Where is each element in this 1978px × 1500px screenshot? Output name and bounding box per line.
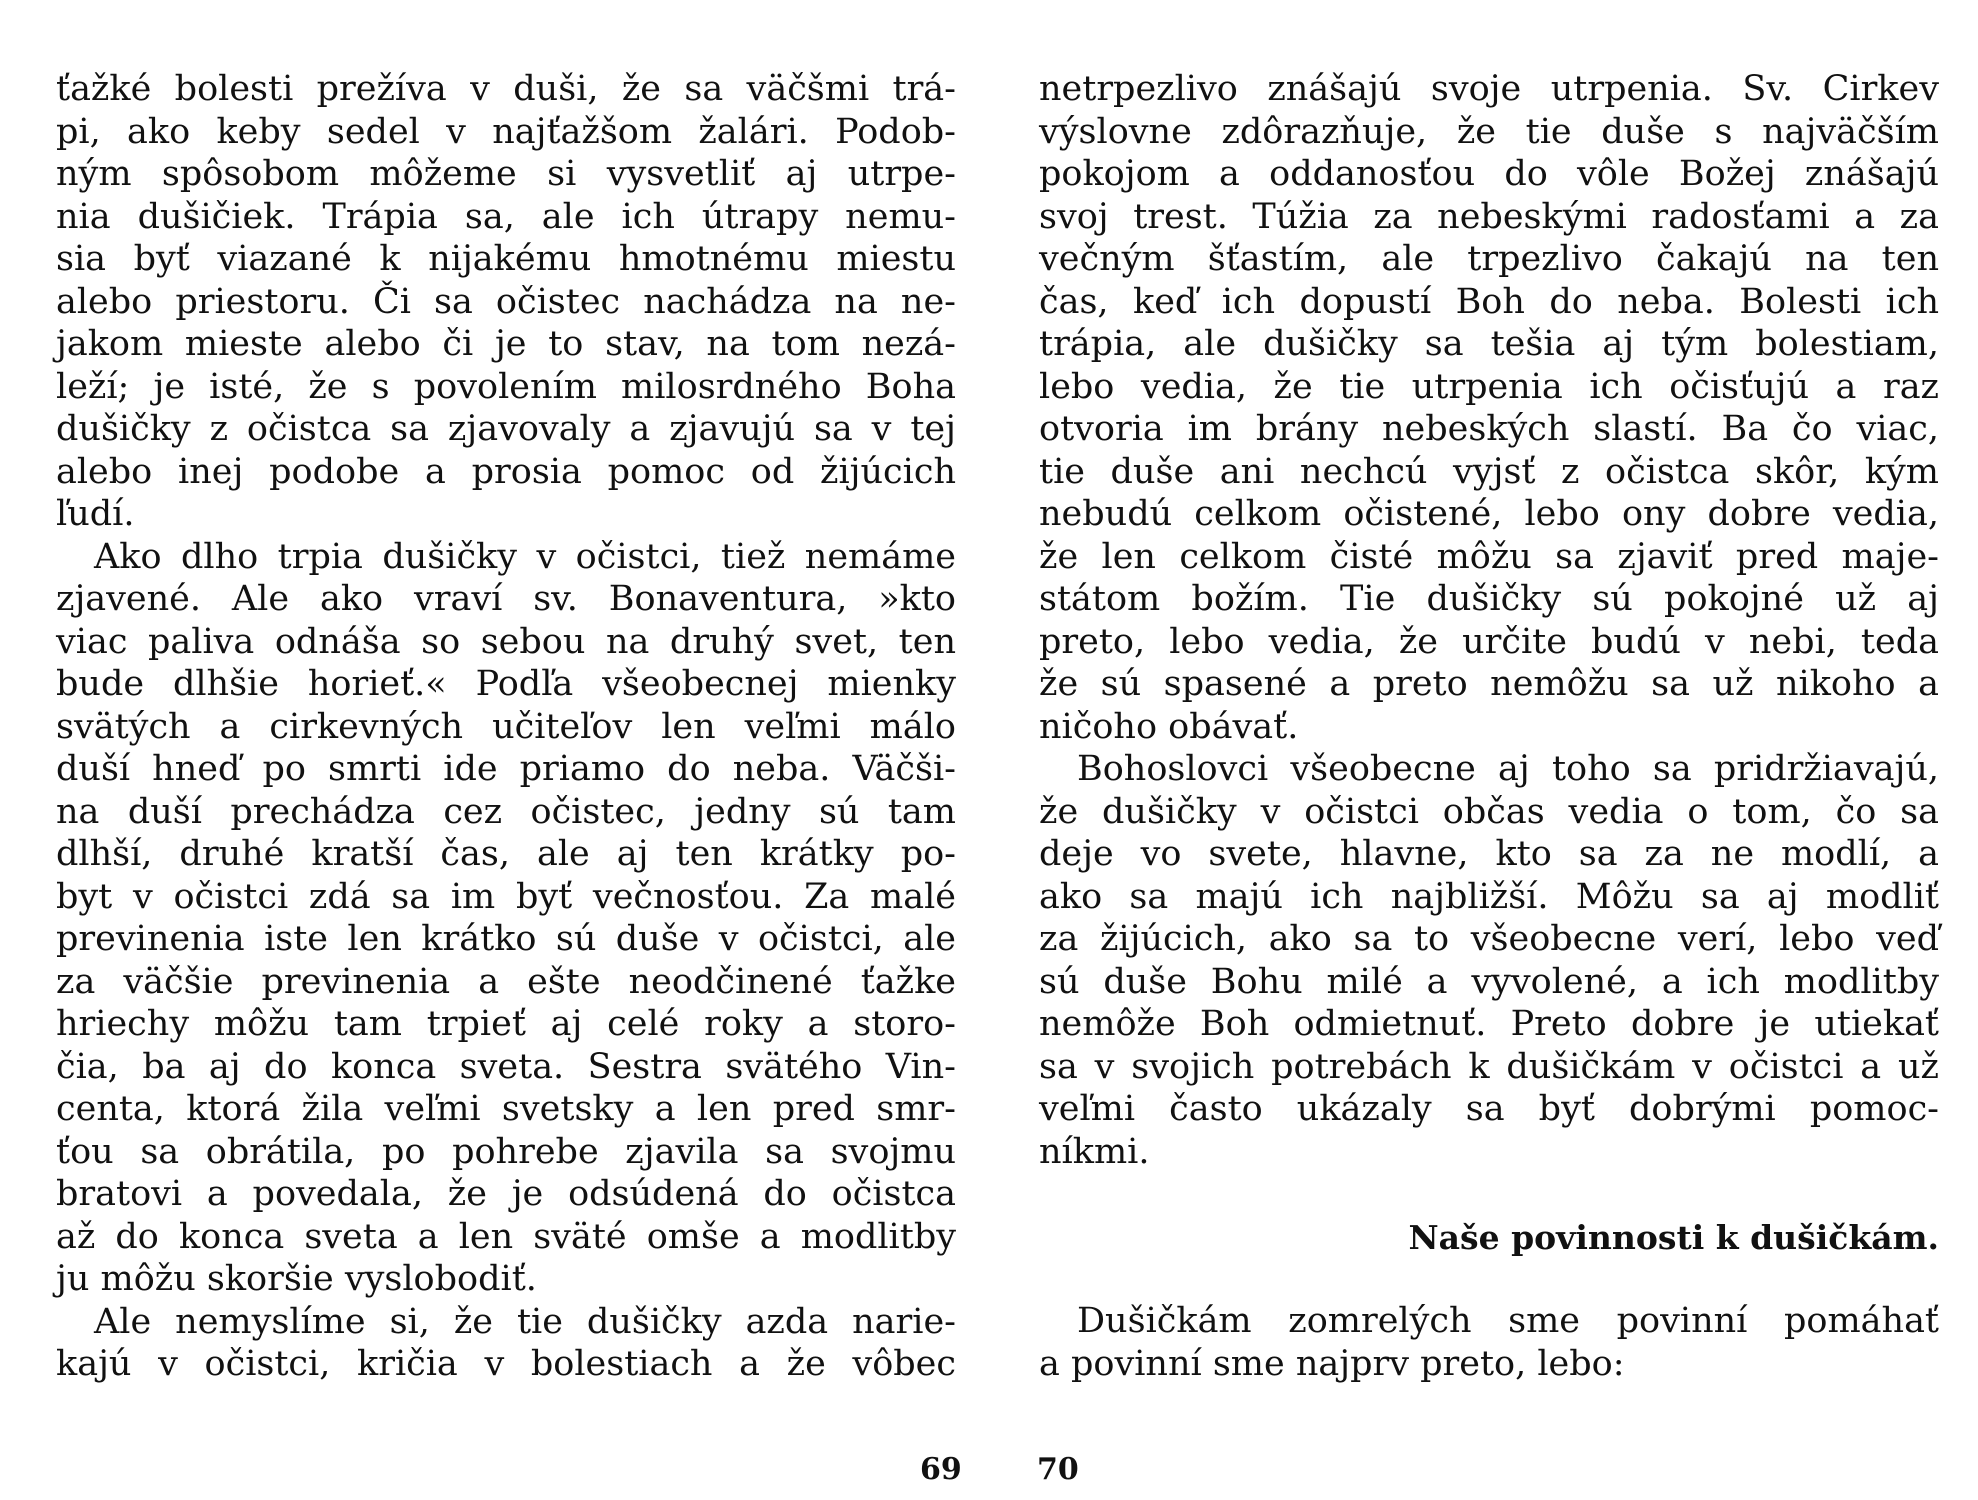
- text-line: otvoria im brány nebeských slastí. Ba čo viac,: [1039, 409, 1939, 449]
- text-line: nemôže Boh odmietnuť. Preto dobre je utiekať: [1039, 1004, 1939, 1044]
- text-line: ťažké bolesti prežíva v duši, že sa väčšmi trá-: [56, 69, 956, 109]
- text-line: ným spôsobom môžeme si vysvetliť aj utrpe-: [56, 154, 956, 194]
- text-line: státom božím. Tie dušičky sú pokojné už aj: [1039, 579, 1939, 619]
- text-line: ničoho obávať.: [1039, 706, 1299, 747]
- text-line: viac paliva odnáša so sebou na druhý svet, ten: [56, 621, 956, 662]
- text-line: a povinní sme najprv preto, lebo:: [1039, 1343, 1625, 1384]
- text-line: duší hneď po smrti ide priamo do neba. Väčši-: [56, 749, 956, 789]
- closing-paragraph: [1039, 1300, 1939, 1385]
- paragraph: [56, 68, 956, 536]
- text-line: preto, lebo vedia, že určite budú v nebi, teda: [1039, 621, 1939, 662]
- text-line: dlhší, druhé kratší čas, ale aj ten krátky po-: [56, 834, 956, 874]
- text-line: sia byť viazané k nijakému hmotnému miestu: [56, 239, 956, 279]
- paragraph: [56, 536, 956, 1301]
- text-line: že dušičky v očistci občas vedia o tom, čo sa: [1039, 791, 1939, 832]
- text-line: ako sa majú ich najbližší. Môžu sa aj modliť: [1039, 876, 1939, 917]
- text-line: čas, keď ich dopustí Boh do neba. Bolesti ich: [1039, 281, 1939, 322]
- text-line: níkmi.: [1039, 1131, 1150, 1172]
- text-line: netrpezlivo znášajú svoje utrpenia. Sv. Cirkev: [1039, 69, 1939, 109]
- text-line: svoj trest. Túžia za nebeskými radosťami a za: [1039, 196, 1939, 237]
- text-line: za väčšie previnenia a ešte neodčinené ťažke: [56, 961, 956, 1002]
- text-line: pi, ako keby sedel v najťažšom žalári. Podob-: [56, 111, 956, 152]
- left-page-text: [56, 68, 956, 1386]
- text-line: byt v očistci zdá sa im byť večnosťou. Za malé: [56, 876, 956, 917]
- right-page: [989, 0, 1978, 1500]
- text-line: Ale nemyslíme si, že tie dušičky azda narie-: [94, 1301, 956, 1342]
- text-line: na duší prechádza cez očistec, jedny sú tam: [56, 791, 956, 832]
- text-line: lebo vedia, že tie utrpenia ich očisťujú a raz: [1039, 366, 1939, 407]
- text-line: previnenia iste len krátko sú duše v očistci, ale: [56, 919, 956, 959]
- text-line: zjavené. Ale ako vraví sv. Bonaventura, »kto: [56, 579, 956, 619]
- text-line: ľudí.: [56, 494, 135, 534]
- text-line: čia, ba aj do konca sveta. Sestra svätého Vin-: [56, 1046, 956, 1087]
- text-line: alebo priestoru. Či sa očistec nachádza na ne-: [56, 281, 956, 322]
- text-line: ťou sa obrátila, po pohrebe zjavila sa svojmu: [56, 1131, 956, 1172]
- text-line: nebudú celkom očistené, lebo ony dobre vedia,: [1039, 494, 1939, 534]
- page-number-right: 70: [1037, 1452, 1079, 1487]
- text-line: sa v svojich potrebách k dušičkám v očistci a už: [1039, 1046, 1939, 1087]
- text-line: kajú v očistci, kričia v bolestiach a že vôbec: [56, 1344, 956, 1384]
- text-line: večným šťastím, ale trpezlivo čakajú na ten: [1039, 239, 1939, 279]
- text-line: leží; je isté, že s povolením milosrdného Boha: [56, 366, 956, 407]
- text-line: Dušičkám zomrelých sme povinní pomáhať: [1077, 1301, 1939, 1341]
- text-line: nia dušičiek. Trápia sa, ale ich útrapy nemu-: [56, 196, 956, 237]
- text-line: tie duše ani nechcú vyjsť z očistca skôr, kým: [1039, 451, 1939, 492]
- section-heading: Naše povinnosti k dušičkám.: [1408, 1218, 1939, 1257]
- text-line: že sú spasené a preto nemôžu sa už nikoho a: [1039, 664, 1939, 704]
- text-line: svätých a cirkevných učiteľov len veľmi málo: [56, 706, 956, 747]
- text-line: alebo inej podobe a prosia pomoc od žijúcich: [56, 451, 956, 492]
- right-page-text: [1039, 68, 1939, 1173]
- text-line: výslovne zdôrazňuje, že tie duše s najväčším: [1039, 111, 1939, 152]
- text-line: dušičky z očistca sa zjavovaly a zjavujú sa v tej: [56, 409, 956, 449]
- text-line: trápia, ale dušičky sa tešia aj tým bolestiam,: [1039, 324, 1939, 364]
- text-line: hriechy môžu tam trpieť aj celé roky a storo-: [56, 1004, 956, 1044]
- text-line: jakom mieste alebo či je to stav, na tom nezá-: [56, 324, 956, 364]
- text-line: veľmi často ukázaly sa byť dobrými pomoc-: [1039, 1089, 1939, 1129]
- text-line: až do konca sveta a len sväté omše a modlitby: [56, 1216, 956, 1257]
- text-line: že len celkom čisté môžu sa zjaviť pred maje-: [1039, 536, 1939, 577]
- paragraph: [56, 1301, 956, 1386]
- text-line: centa, ktorá žila veľmi svetsky a len pred smr-: [56, 1089, 956, 1129]
- text-line: za žijúcich, ako sa to všeobecne verí, lebo veď: [1039, 919, 1939, 959]
- page-number-left: 69: [920, 1452, 962, 1487]
- text-line: Bohoslovci všeobecne aj toho sa pridržiavajú,: [1077, 749, 1939, 789]
- text-line: ju môžu skoršie vyslobodiť.: [56, 1259, 537, 1299]
- text-line: Ako dlho trpia dušičky v očistci, tiež nemáme: [94, 536, 956, 577]
- text-line: bratovi a povedala, že je odsúdená do očistca: [56, 1174, 956, 1214]
- paragraph: [1039, 68, 1939, 748]
- text-line: deje vo svete, hlavne, kto sa za ne modlí, a: [1039, 834, 1939, 874]
- paragraph: [1039, 748, 1939, 1173]
- text-line: pokojom a oddanosťou do vôle Božej znášajú: [1039, 154, 1939, 194]
- text-line: bude dlhšie horieť.« Podľa všeobecnej mienky: [56, 664, 956, 704]
- text-line: sú duše Bohu milé a vyvolené, a ich modlitby: [1039, 961, 1939, 1002]
